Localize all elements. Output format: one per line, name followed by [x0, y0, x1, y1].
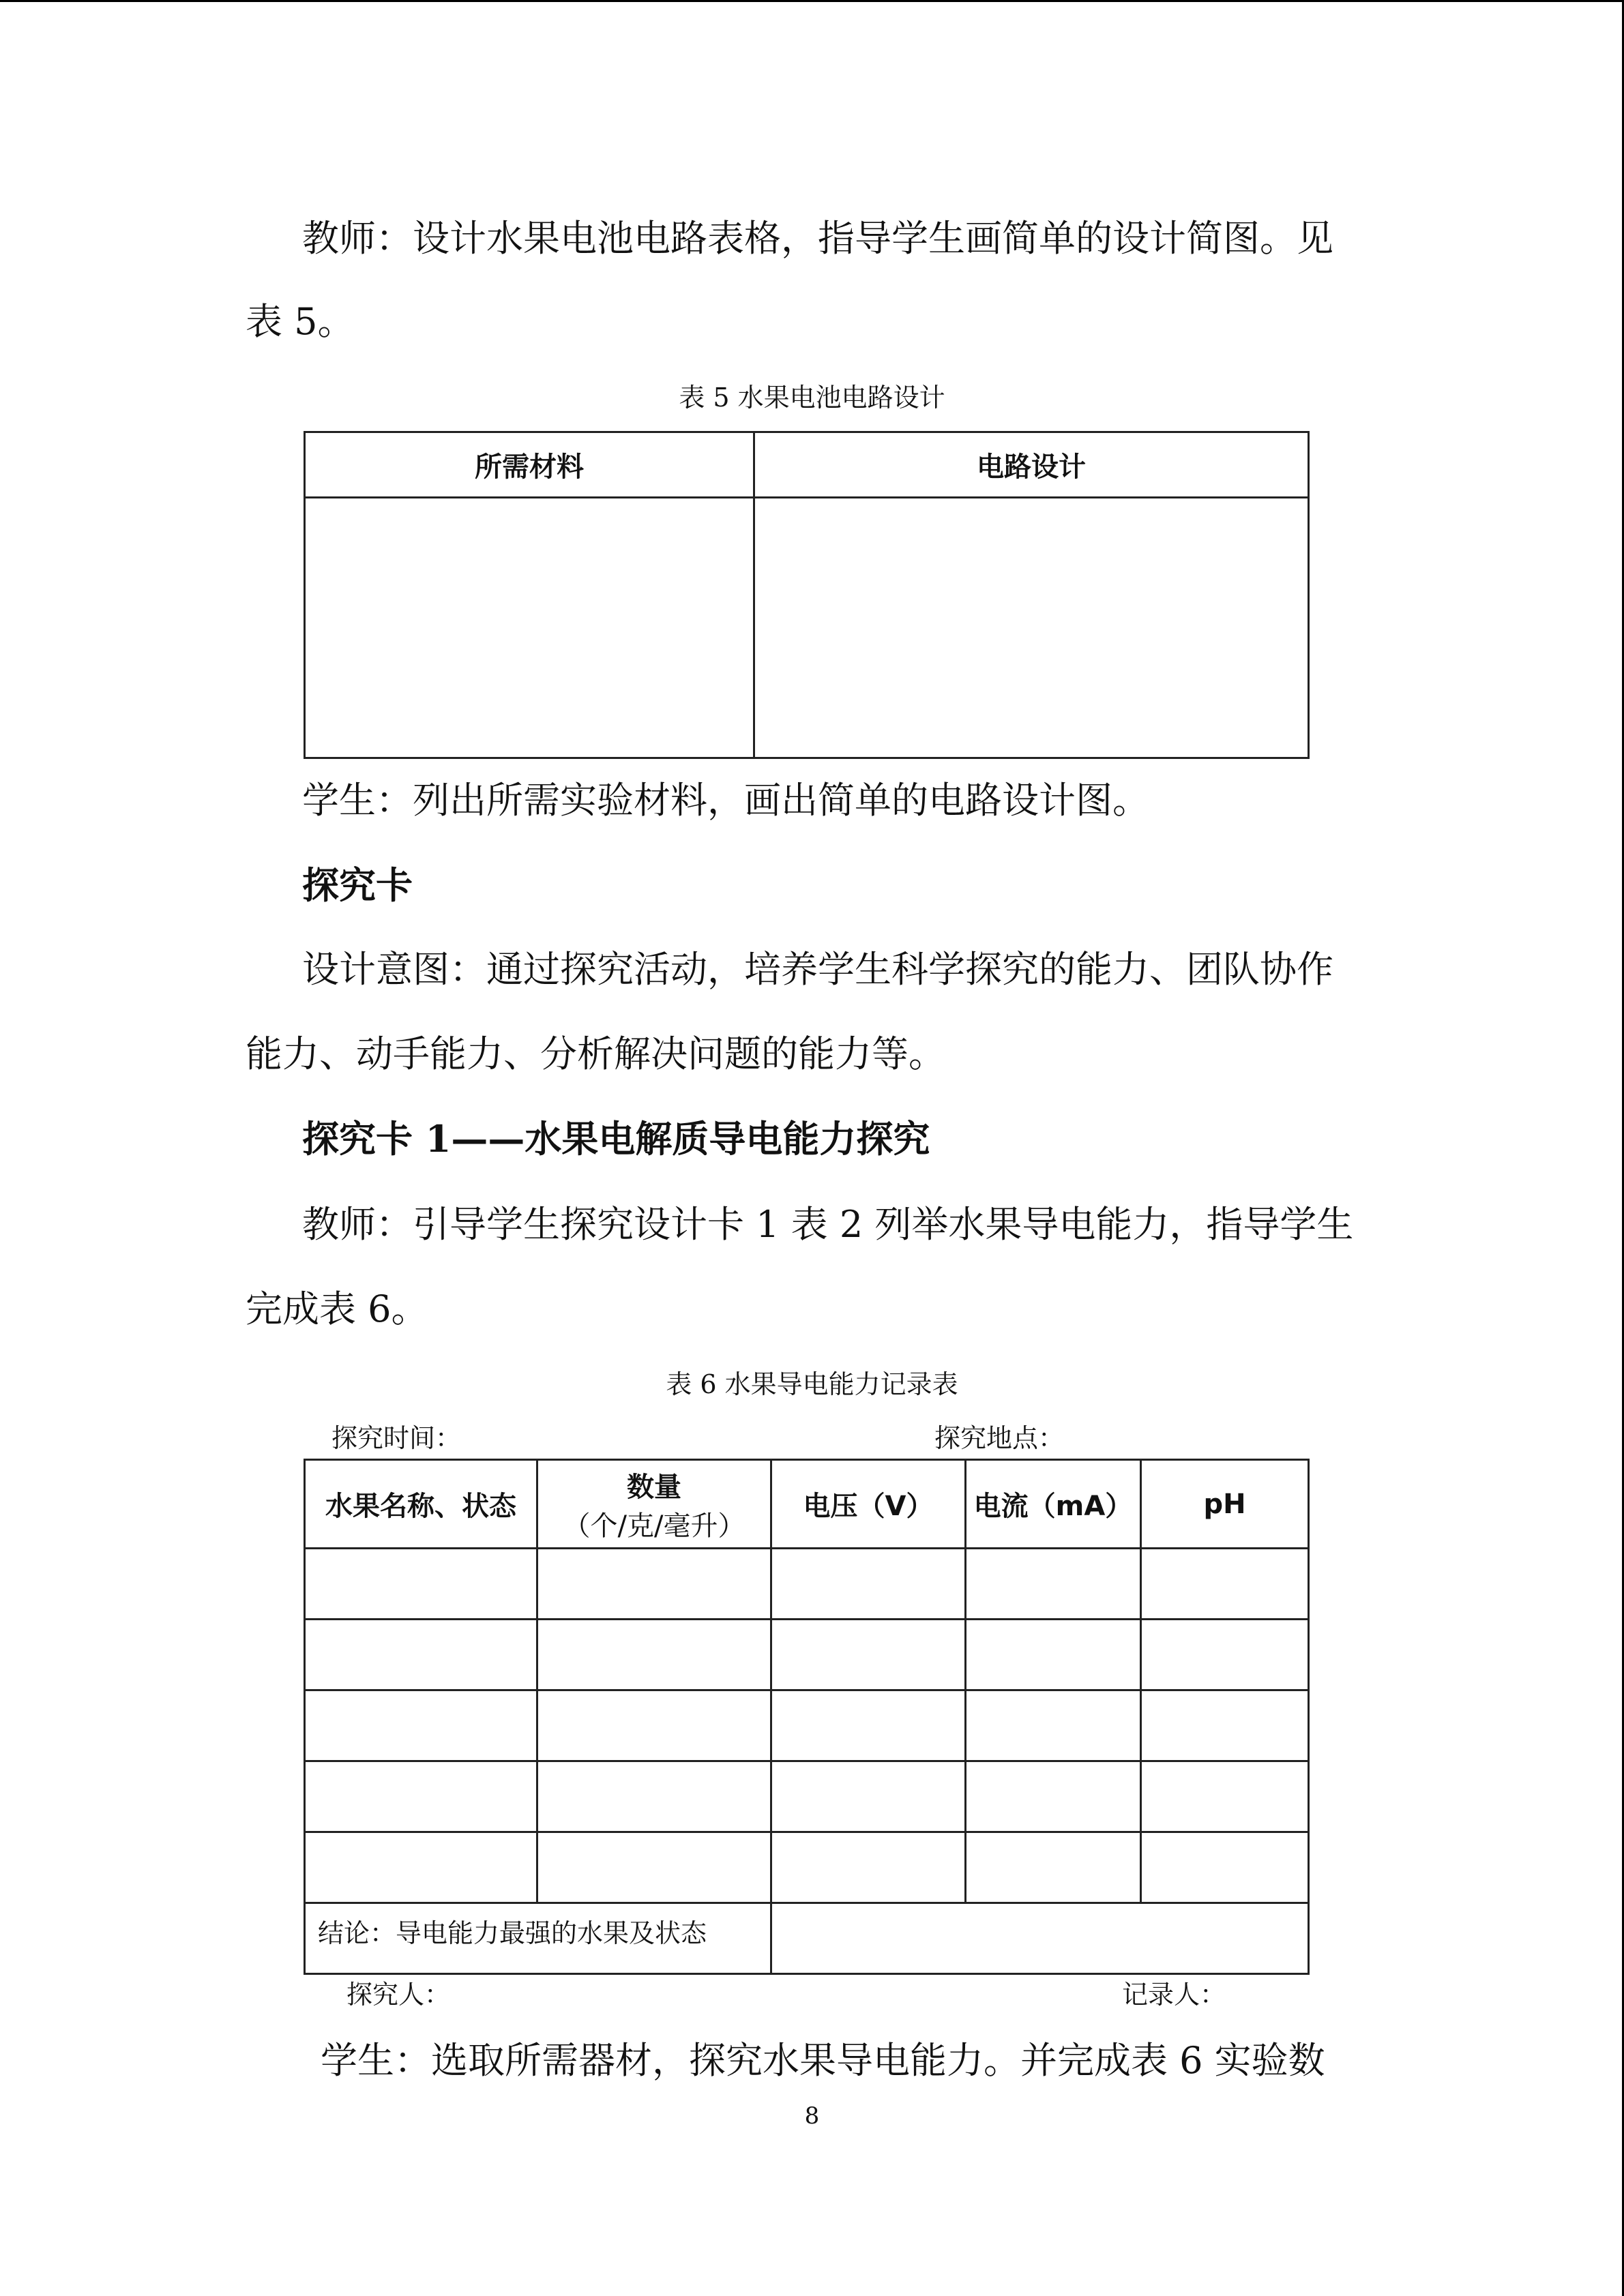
table6-header-quantity: [537, 1460, 771, 1549]
paragraph-teacher-design-line2: 表 5。: [246, 300, 355, 343]
table-cell[interactable]: [305, 1620, 537, 1690]
table-row: [305, 1690, 1309, 1761]
table-cell[interactable]: [537, 1549, 771, 1620]
table-cell[interactable]: [771, 1690, 966, 1761]
heading-explore-card-1: 探究卡 1——水果电解质导电能力探究: [302, 1117, 930, 1161]
table-cell[interactable]: [1141, 1832, 1309, 1903]
table5-caption: 表 5 水果电池电路设计: [679, 383, 945, 413]
paragraph-design-intent-line1: 设计意图：通过探究活动，培养学生科学探究的能力、团队协作: [302, 948, 1333, 991]
table-cell[interactable]: [537, 1690, 771, 1761]
table6-header-current: 电流（mA）: [966, 1460, 1141, 1549]
paragraph-student-select: 学生：选取所需器材，探究水果导电能力。并完成表 6 实验数: [321, 2039, 1325, 2082]
table6-header-quantity-line2: （个/克/毫升）: [563, 1510, 745, 1542]
paragraph-design-intent-line2: 能力、动手能力、分析解决问题的能力等。: [246, 1032, 945, 1075]
table6-header-quantity-line1: 数量: [627, 1471, 681, 1503]
table-cell[interactable]: [305, 1549, 537, 1620]
table6-header-name: 水果名称、状态: [305, 1460, 537, 1549]
table-cell[interactable]: [305, 1832, 537, 1903]
table-cell[interactable]: [537, 1620, 771, 1690]
top-border-line: [0, 0, 1624, 2]
paragraph-teacher-guide-line1: 教师：引导学生探究设计卡 1 表 2 列举水果导电能力，指导学生: [302, 1203, 1354, 1246]
table-cell[interactable]: [771, 1761, 966, 1832]
table6-time-label: 探究时间：: [331, 1423, 462, 1453]
table6-header-voltage: 电压（V）: [771, 1460, 966, 1549]
paragraph-student-materials: 学生：列出所需实验材料，画出简单的电路设计图。: [302, 779, 1149, 822]
table-cell[interactable]: [966, 1690, 1141, 1761]
table5-materials-cell[interactable]: [305, 498, 754, 758]
heading-explore-card: 探究卡: [302, 863, 413, 907]
table-cell[interactable]: [771, 1549, 966, 1620]
table-cell[interactable]: [966, 1620, 1141, 1690]
table6-caption: 表 6 水果导电能力记录表: [666, 1369, 958, 1399]
table-cell[interactable]: [1141, 1549, 1309, 1620]
page-number: 8: [804, 2102, 820, 2130]
table-cell[interactable]: [966, 1832, 1141, 1903]
table-row: [305, 1761, 1309, 1832]
table6-investigator-label: 探究人：: [346, 1980, 451, 2010]
table6-header-ph: pH: [1141, 1460, 1309, 1549]
table5-header-materials: 所需材料: [305, 432, 754, 498]
table5-header-circuit: 电路设计: [754, 432, 1309, 498]
table-cell[interactable]: [1141, 1690, 1309, 1761]
table-cell[interactable]: [537, 1832, 771, 1903]
table-cell[interactable]: [966, 1761, 1141, 1832]
table-cell[interactable]: [305, 1690, 537, 1761]
table-cell[interactable]: [537, 1761, 771, 1832]
paragraph-teacher-design-line1: 教师：设计水果电池电路表格，指导学生画简单的设计简图。见: [302, 217, 1333, 260]
table6: [304, 1459, 1310, 1975]
table-cell[interactable]: [771, 1832, 966, 1903]
table6-recorder-label: 记录人：: [1122, 1980, 1226, 2010]
table-cell[interactable]: [1141, 1620, 1309, 1690]
paragraph-teacher-guide-line2: 完成表 6。: [246, 1287, 428, 1330]
table-cell[interactable]: [771, 1620, 966, 1690]
table6-conclusion-cell[interactable]: [771, 1903, 1309, 1974]
table-cell[interactable]: [966, 1549, 1141, 1620]
table-cell[interactable]: [1141, 1761, 1309, 1832]
table6-conclusion-label: 结论：导电能力最强的水果及状态: [305, 1903, 771, 1974]
table5-circuit-cell[interactable]: [754, 498, 1309, 758]
table-row: [305, 1620, 1309, 1690]
table5: [304, 431, 1310, 759]
table-cell[interactable]: [305, 1761, 537, 1832]
table-row: [305, 1549, 1309, 1620]
table6-place-label: 探究地点：: [934, 1423, 1065, 1453]
table-row: [305, 1832, 1309, 1903]
